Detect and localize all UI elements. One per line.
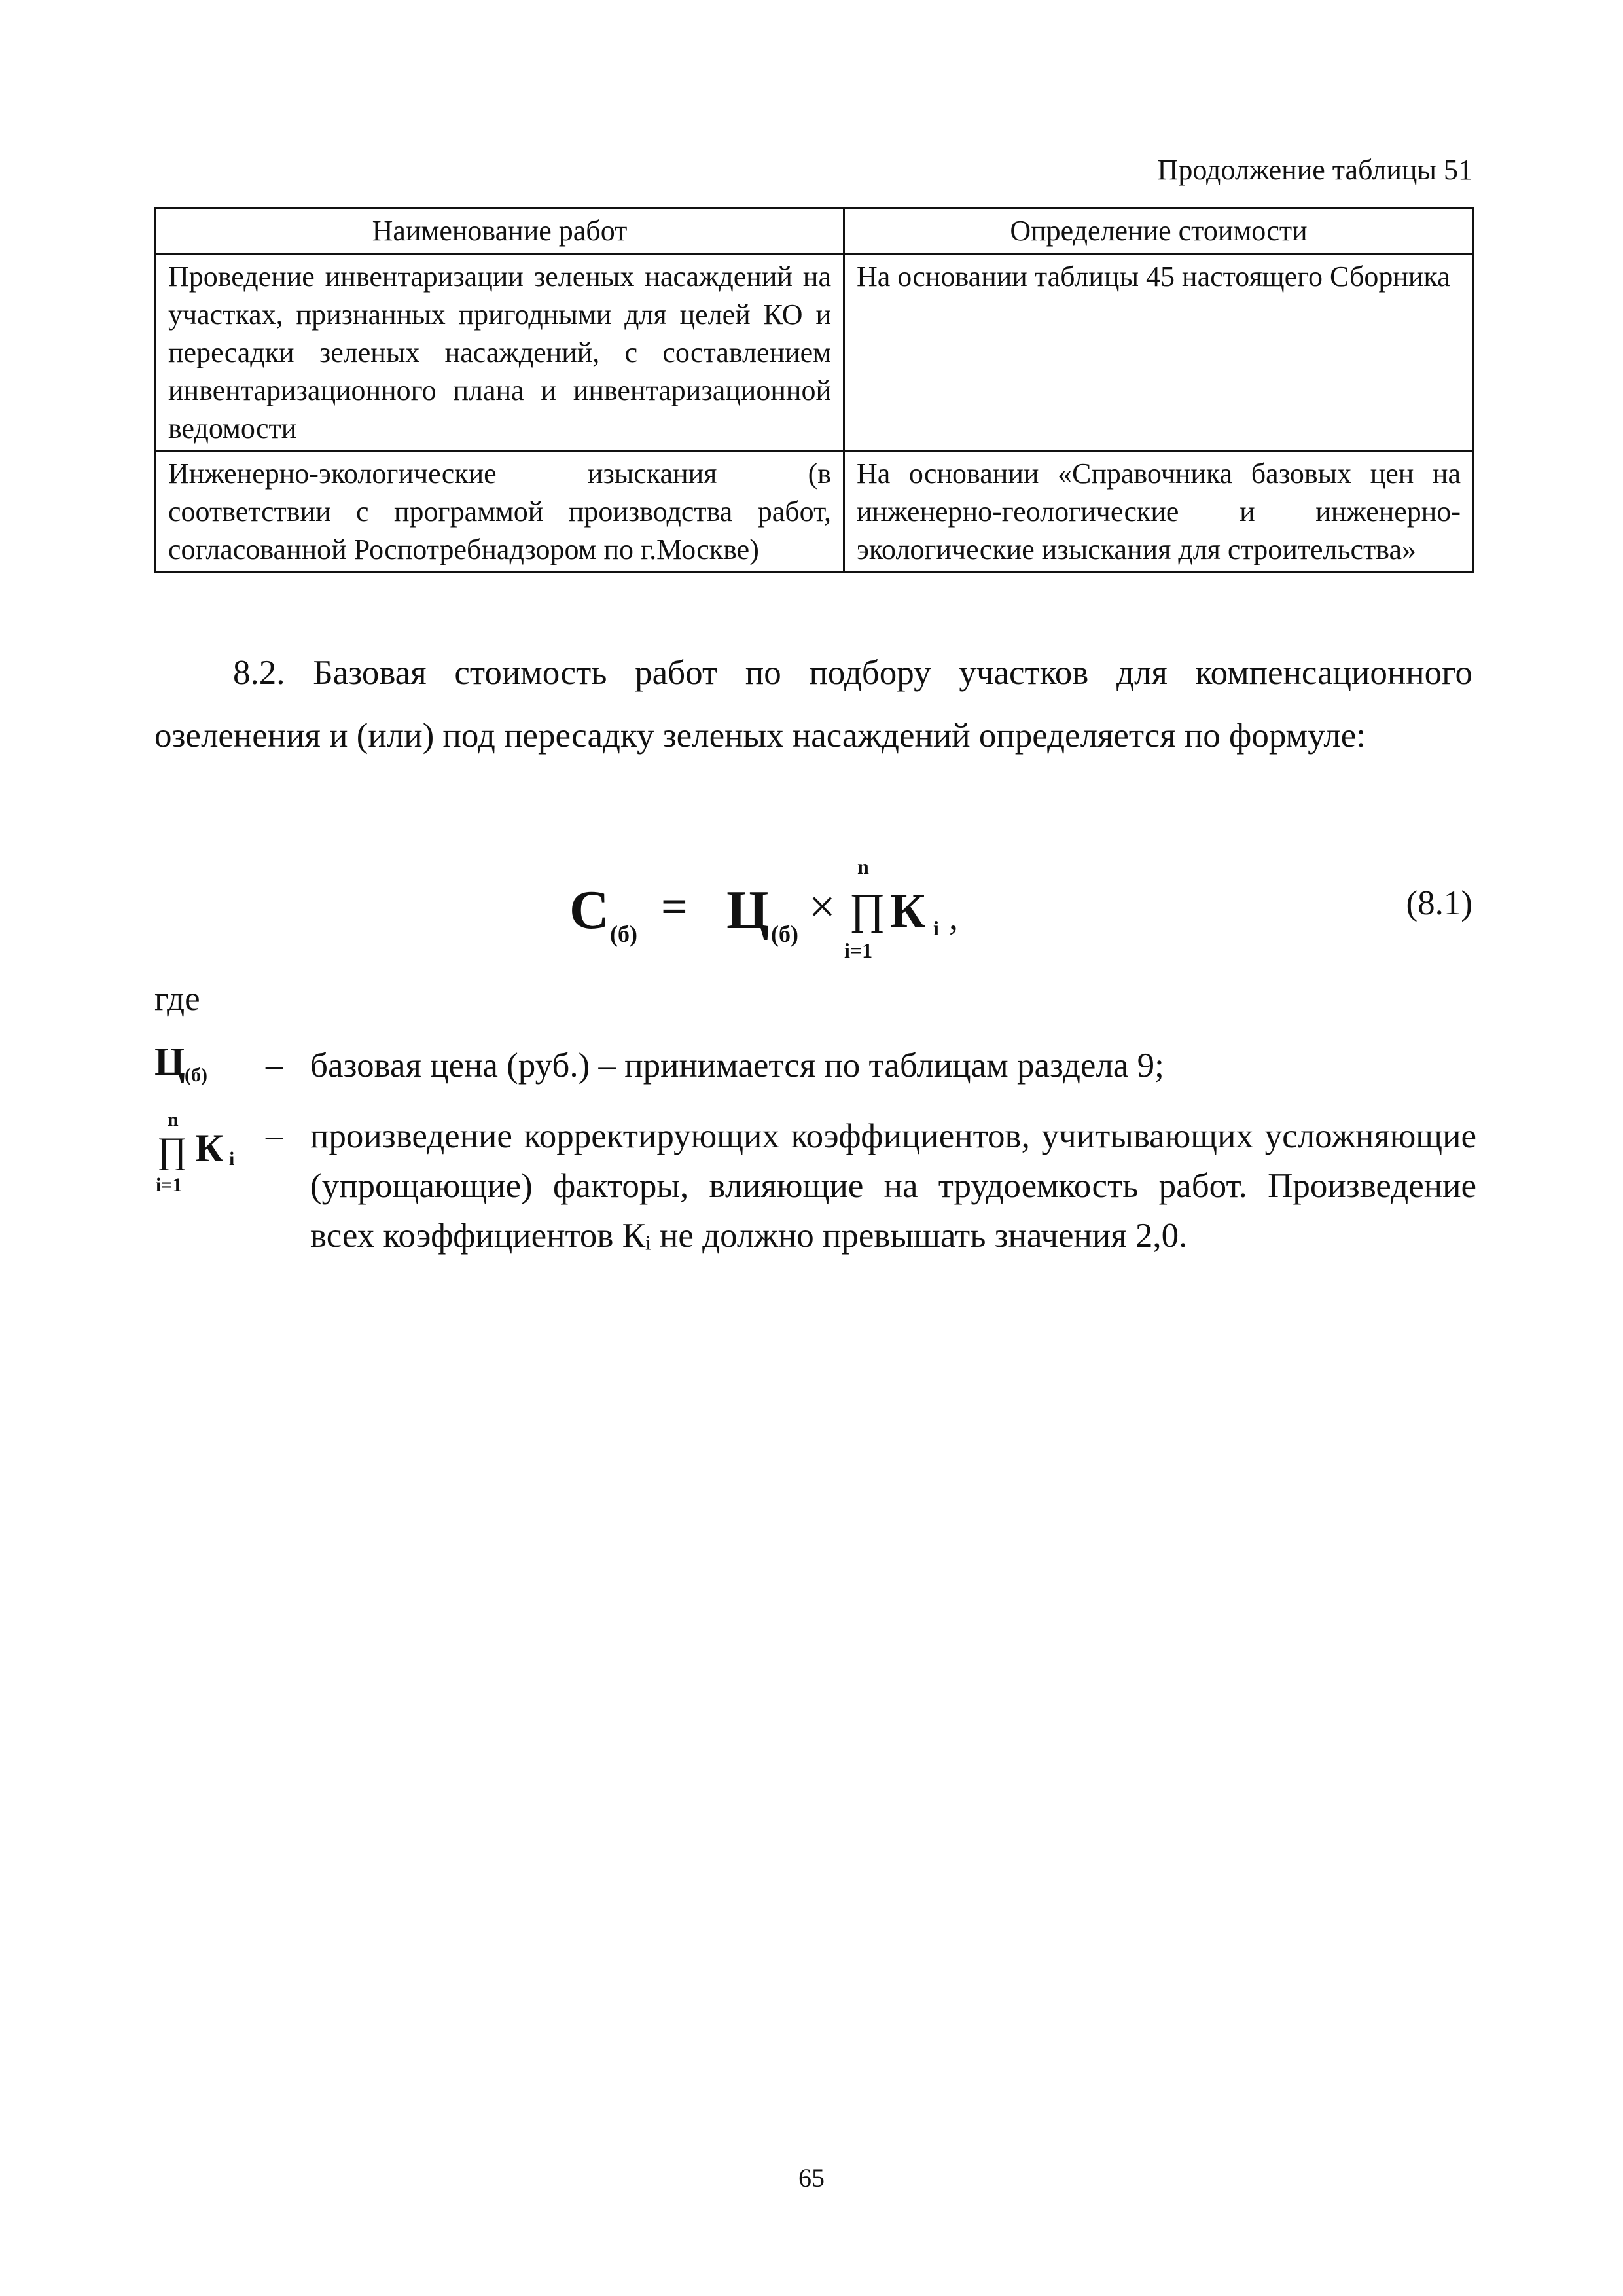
table-row [156, 255, 1474, 452]
table-cell-work-name: Инженерно-экологические изыскания (в соответствии с программой производства работ, согласованной Роспотребнадзором по г.Москве) [156, 452, 844, 573]
formula-comma: , [949, 897, 958, 938]
definition-dash: – [266, 1046, 283, 1084]
works-table [154, 207, 1474, 573]
definitions-list [154, 1041, 1476, 1261]
section-paragraph: 8.2. Базовая стоимость работ по подбору участков для компенсационного озеленения и (или) под пересадку зеленых насаждений определяется по формуле: [154, 654, 1472, 755]
symbol-price: Ц [154, 1040, 185, 1083]
page-number: 65 [798, 2163, 825, 2193]
formula-coefficient-subscript: i [933, 916, 939, 940]
equation-number: (8.1) [1406, 884, 1472, 922]
definition-text: произведение корректирующих коэффициентов, учитывающих усложняющие (упрощающие) факторы, влияющие на трудоемкость работ. Произведение всех коэффициентов Кᵢ не должно превышать значения 2,0. [310, 1117, 1476, 1255]
formula-product-lower: i=1 [844, 939, 873, 962]
formula-lhs: С [569, 880, 609, 941]
table-continuation-caption: Продолжение таблицы 51 [1157, 154, 1472, 186]
formula-product-upper: n [857, 855, 869, 878]
symbol-coefficient: К [195, 1126, 224, 1170]
definition-text: базовая цена (руб.) – принимается по таблицам раздела 9; [310, 1047, 1164, 1085]
symbol-price-subscript: (б) [185, 1064, 207, 1086]
cost-formula [563, 851, 1086, 969]
symbol-product-lower: i=1 [156, 1174, 183, 1196]
definition-item [154, 1111, 1476, 1261]
formula-price-subscript: (б) [771, 921, 798, 947]
definition-item [154, 1041, 1476, 1111]
table-cell-cost-method: На основании «Справочника базовых цен на инженерно-геологические и инженерно-экологические изыскания для строительства» [844, 452, 1474, 573]
column-header-cost: Определение стоимости [844, 208, 1474, 255]
formula-lhs-subscript: (б) [610, 921, 637, 947]
where-label: где [154, 980, 200, 1018]
table-row [156, 452, 1474, 573]
symbol-product: ∏ [157, 1130, 188, 1171]
formula-coefficient: К [890, 884, 925, 938]
symbol-coefficient-subscript: i [229, 1148, 235, 1170]
column-header-works: Наименование работ [156, 208, 844, 255]
table-cell-work-name: Проведение инвентаризации зеленых насаждений на участках, признанных пригодными для целей КО и пересадки зеленых насаждений, с составлением инвентаризационного плана и инвентаризационной ведомости [156, 255, 844, 452]
symbol-product-upper: n [168, 1109, 179, 1130]
formula-equals: = [661, 880, 688, 933]
formula-times: × [809, 880, 836, 933]
table-cell-cost-method: На основании таблицы 45 настоящего Сборника [844, 255, 1474, 452]
table-header-row [156, 208, 1474, 255]
definition-dash: – [266, 1117, 283, 1155]
formula-price: Ц [726, 880, 770, 941]
formula-product-symbol: ∏ [849, 886, 885, 933]
